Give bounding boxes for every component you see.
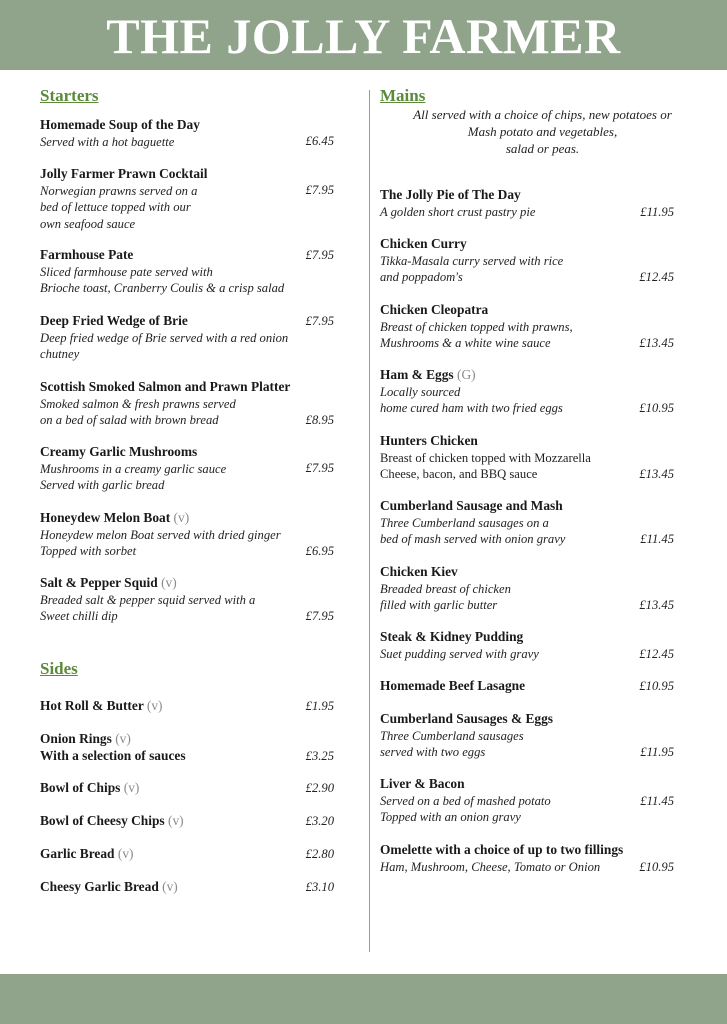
- main-item: Cumberland Sausage and Mash Three Cumberland sausages on a bed of mash served with onion gravy £11.45: [380, 498, 674, 547]
- main-item: Omelette with a choice of up to two fillings Ham, Mushroom, Cheese, Tomato or Onion £10.95: [380, 842, 674, 874]
- vegetarian-tag: (v): [146, 698, 163, 713]
- side-item: Garlic Bread (v) £2.80: [40, 846, 334, 861]
- main-item: Chicken Cleopatra Breast of chicken topped with prawns, Mushrooms & a white wine sauce £13.45: [380, 302, 674, 351]
- vegetarian-tag: (v): [123, 780, 140, 795]
- main-item: Steak & Kidney Pudding Suet pudding served with gravy £12.45: [380, 629, 674, 661]
- column-divider: [369, 90, 370, 952]
- vegetarian-tag: (v): [173, 510, 190, 525]
- side-item: Cheesy Garlic Bread (v) £3.10: [40, 879, 334, 894]
- starter-item: Homemade Soup of the Day Served with a hot baguette £6.45: [40, 117, 334, 149]
- side-item: Onion Rings (v) With a selection of sauces £3.25: [40, 731, 334, 763]
- starter-item: Salt & Pepper Squid (v) Breaded salt & pepper squid served with a Sweet chilli dip £7.95: [40, 575, 334, 624]
- vegetarian-tag: (v): [115, 731, 131, 746]
- starter-item: Jolly Farmer Prawn Cocktail Norwegian prawns served on a bed of lettuce topped with our own seafood sauce £7.95: [40, 166, 334, 231]
- main-item: The Jolly Pie of The Day A golden short crust pastry pie £11.95: [380, 187, 674, 219]
- main-item: Liver & Bacon Served on a bed of mashed potato Topped with an onion gravy £11.45: [380, 776, 674, 825]
- right-column: [380, 0, 690, 960]
- starter-item: Farmhouse Pate Sliced farmhouse pate served with Brioche toast, Cranberry Coulis & a crisp salad £7.95: [40, 247, 334, 296]
- vegetarian-tag: (v): [167, 813, 184, 828]
- mains-intro: All served with a choice of chips, new potatoes or Mash potato and vegetables, salad or peas.: [413, 107, 672, 156]
- starters-heading: Starters: [40, 86, 99, 105]
- main-item: Chicken Kiev Breaded breast of chicken filled with garlic butter £13.45: [380, 564, 674, 613]
- vegetarian-tag: (v): [162, 879, 178, 894]
- mains-heading: Mains: [380, 86, 426, 105]
- starter-item: Deep Fried Wedge of Brie Deep fried wedge of Brie served with a red onion chutney £7.95: [40, 313, 334, 362]
- starter-item: Scottish Smoked Salmon and Prawn Platter Smoked salmon & fresh prawns served on a bed of salad with brown bread £8.95: [40, 379, 334, 428]
- starter-item: Creamy Garlic Mushrooms Mushrooms in a creamy garlic sauce Served with garlic bread £7.95: [40, 444, 334, 493]
- main-item: Homemade Beef Lasagne £10.95: [380, 678, 674, 693]
- side-item: Bowl of Cheesy Chips (v) £3.20: [40, 813, 334, 828]
- footer-banner: [0, 974, 727, 1024]
- main-item: Cumberland Sausages & Eggs Three Cumberland sausages served with two eggs £11.95: [380, 711, 674, 760]
- main-item: Chicken Curry Tikka-Masala curry served with rice and poppadom's £12.45: [380, 236, 674, 285]
- side-item: Hot Roll & Butter (v) £1.95: [40, 698, 334, 713]
- starter-item: Honeydew Melon Boat (v) Honeydew melon Boat served with dried ginger Topped with sorbet £6.95: [40, 510, 334, 559]
- left-column: [40, 0, 340, 960]
- main-item: Ham & Eggs (G) Locally sourced home cured ham with two fried eggs £10.95: [380, 367, 674, 416]
- vegetarian-tag: (v): [117, 846, 134, 861]
- main-item: Hunters Chicken Breast of chicken topped with Mozzarella Cheese, bacon, and BBQ sauce £13.45: [380, 433, 674, 482]
- vegetarian-tag: (v): [161, 575, 177, 590]
- side-item: Bowl of Chips (v) £2.90: [40, 780, 334, 795]
- gluten-free-tag: (G): [457, 367, 476, 382]
- sides-heading: Sides: [40, 659, 78, 678]
- restaurant-title: THE JOLLY FARMER: [106, 8, 621, 64]
